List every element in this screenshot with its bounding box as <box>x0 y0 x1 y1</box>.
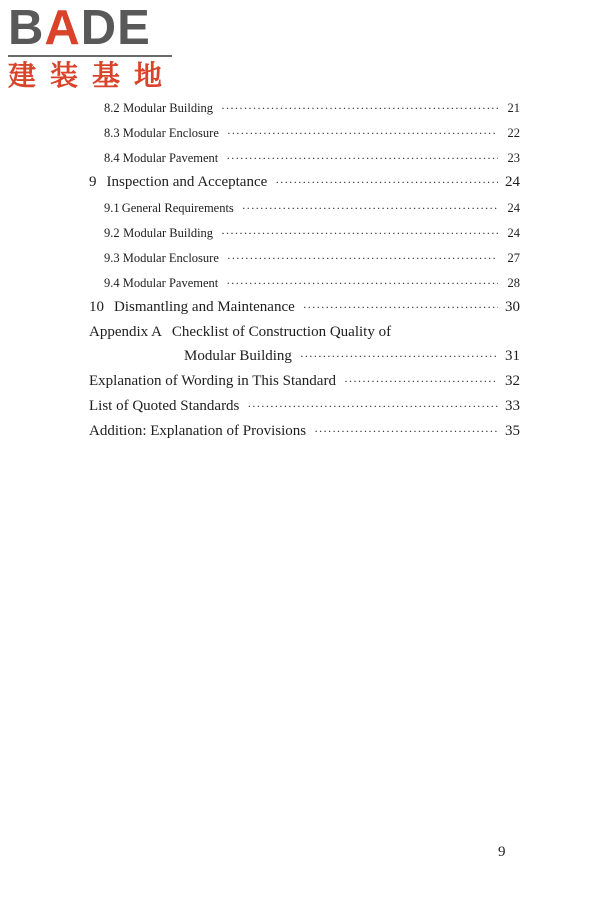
toc-entry-number: 9.3 <box>104 251 120 265</box>
toc-dot-leader <box>303 300 498 315</box>
toc-entry-page: 30 <box>505 299 520 315</box>
toc-entry-title: Inspection and Acceptance <box>106 174 268 190</box>
logo-letters-de: DE <box>80 1 151 55</box>
bade-logo <box>8 2 178 94</box>
toc-entry-number: 8.4 <box>104 151 120 165</box>
toc-entry[interactable] <box>104 226 520 241</box>
toc-entry-page: 22 <box>507 126 520 140</box>
toc-entry[interactable] <box>104 126 520 141</box>
toc-entry-appendix-continued[interactable] <box>184 348 520 365</box>
toc-entry-page: 24 <box>507 201 520 215</box>
logo-letters-b: B <box>8 1 45 55</box>
toc-entry-title: Modular Enclosure <box>122 126 219 140</box>
toc-dot-leader <box>247 399 498 414</box>
toc-entry[interactable] <box>89 423 520 440</box>
toc-entry-page: 32 <box>505 373 520 389</box>
toc-entry-title-continued: Modular Building <box>184 348 292 364</box>
toc-dot-leader <box>227 251 498 266</box>
toc-entry-number: 9.2 <box>104 226 120 240</box>
toc-entry-title: Modular Building <box>123 101 214 115</box>
toc-dot-leader <box>226 151 498 166</box>
toc-entry-number: 9.1 <box>104 201 120 215</box>
toc-entry-number: 10 <box>89 299 104 315</box>
logo-letter-a: A <box>44 1 81 55</box>
toc-entry-number: 9.4 <box>104 276 120 290</box>
toc-entry-title: Checklist of Construction Quality of <box>171 324 392 340</box>
toc-dot-leader <box>226 276 498 291</box>
toc-entry-page: 27 <box>507 251 520 265</box>
toc-entry-page: 33 <box>505 398 520 414</box>
toc-dot-leader <box>314 424 498 439</box>
toc-entry-page: 28 <box>507 276 520 290</box>
toc-entry-title: Modular Pavement <box>122 276 219 290</box>
toc-entry-page: 35 <box>505 423 520 439</box>
toc-dot-leader <box>300 349 498 364</box>
toc-entry-page: 31 <box>505 348 520 364</box>
page-number: 9 <box>498 844 506 860</box>
toc-entry[interactable] <box>89 174 520 191</box>
toc-entry[interactable] <box>104 251 520 266</box>
toc-entry-number: Appendix A <box>89 324 162 340</box>
toc-entry-appendix[interactable] <box>89 324 520 341</box>
toc-dot-leader <box>221 226 498 241</box>
toc-entry[interactable] <box>104 276 520 291</box>
toc-entry-title: Dismantling and Maintenance <box>114 299 295 315</box>
toc-entry-number: 8.3 <box>104 126 120 140</box>
toc-entry[interactable] <box>104 151 520 166</box>
toc-entry-number: 8.2 <box>104 101 120 115</box>
toc-entry-number: 9 <box>89 174 97 190</box>
toc-entry[interactable] <box>89 373 520 390</box>
toc-entry-page: 21 <box>507 101 520 115</box>
toc-entry-title: List of Quoted Standards <box>89 398 240 414</box>
logo-divider <box>8 55 172 57</box>
toc-entry[interactable] <box>89 398 520 415</box>
toc-dot-leader <box>344 374 498 389</box>
toc-entry[interactable] <box>89 299 520 316</box>
toc-entry-title: Modular Pavement <box>122 151 219 165</box>
toc-entry-title: Addition: Explanation of Provisions <box>89 423 307 439</box>
toc-entry-page: 23 <box>507 151 520 165</box>
toc-entry-title: Explanation of Wording in This Standard <box>89 373 336 389</box>
logo-chinese-text: 建装基地 <box>8 59 177 92</box>
toc-dot-leader <box>227 126 498 141</box>
logo-wordmark <box>8 2 151 54</box>
toc-entry[interactable] <box>104 101 520 116</box>
toc-entry[interactable] <box>104 201 520 216</box>
toc-entry-title: Modular Building <box>123 226 214 240</box>
toc-entry-title: General Requirements <box>121 201 234 215</box>
toc-entry-page: 24 <box>505 174 520 190</box>
toc-entry-title: Modular Enclosure <box>122 251 219 265</box>
toc-dot-leader <box>242 201 498 216</box>
toc-entry-page: 24 <box>507 226 520 240</box>
toc-dot-leader <box>221 101 498 116</box>
toc-dot-leader <box>275 175 498 190</box>
